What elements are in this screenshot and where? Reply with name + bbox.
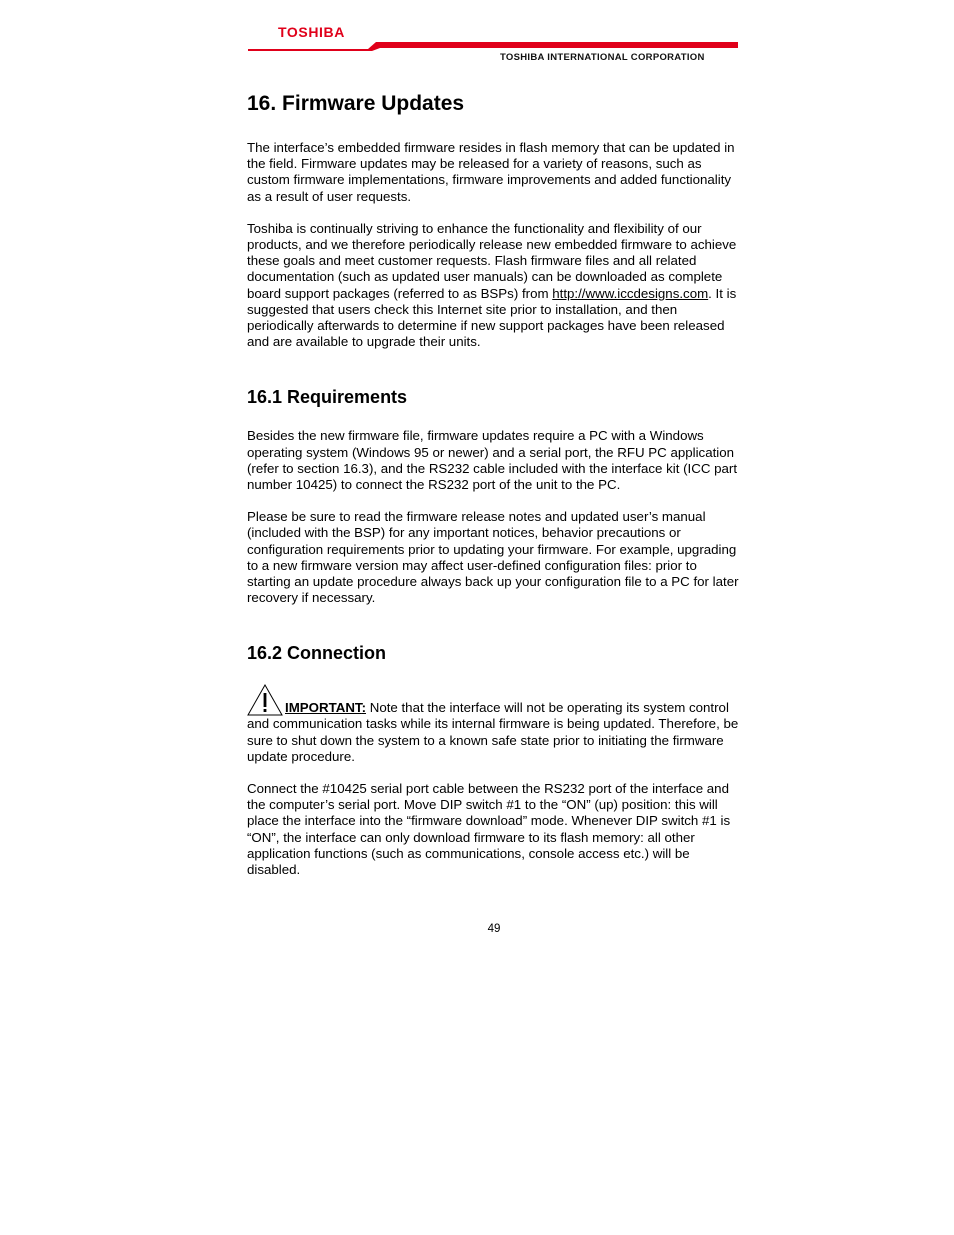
- page-header: [0, 0, 954, 70]
- toshiba-logo: TOSHIBA: [278, 24, 345, 40]
- important-label: IMPORTANT: [285, 700, 362, 716]
- important-colon: :: [361, 700, 367, 716]
- section-16-2-paragraph-2: Connect the #10425 serial port cable between the RS232 port of the interface and the computer’s serial port. Move DIP switch #1 to the “ON” (up) position: this will place the interface into the “firmware download” mode. Whenever DIP switch #1 is “ON”, the interface can only download firmware to its flash memory: all other application functions (such as communications, console access etc.) will be disabled.: [247, 781, 731, 878]
- important-notice: [247, 684, 743, 765]
- section-16-2-title: 16.2 Connection: [247, 643, 387, 664]
- section-16-1-paragraph-1: Besides the new firmware file, firmware updates require a PC with a Windows operating system (Windows 95 or newer) and a serial port, the RFU PC application (refer to section 16.3), and the RS232 cable included with the interface kit (ICC part number 10425) to connect the RS232 port of the unit to the PC.: [247, 428, 738, 493]
- warning-icon: [247, 684, 283, 716]
- section-16-1-title: 16.1 Requirements: [247, 387, 408, 408]
- page-content: [247, 88, 743, 878]
- p2-text-after-link: . It is suggested that users check this Internet site prior to installation, and then periodically afterwards to determine if new support packages have been released and are available to upgrade their units.: [247, 285, 737, 350]
- section-16-1-paragraph-2: Please be sure to read the firmware release notes and updated user’s manual (included with the BSP) for any important notices, behavior precautions or configuration requirements prior to updating your firmware. For example, upgrading to a new firmware version may affect user-defined configuration files: prior to starting an update procedure always back up your configuration file to a PC for later recovery if necessary.: [247, 509, 739, 606]
- section-16-title: 16. Firmware Updates: [247, 92, 465, 115]
- p2-text-before-link: Toshiba is continually striving to enhance the functionality and flexibility of our products, and we therefore periodically release new embedded firmware to achieve these goals and meet customer requests. Flash firmware files and all related documentation (such as updated user manuals) can be downloaded as complete board support packages (referred to as BSPs) from: [247, 220, 737, 301]
- page-number: 49: [487, 923, 501, 935]
- iccdesigns-link[interactable]: http://www.iccdesigns.com: [552, 285, 709, 301]
- header-red-bar: [248, 40, 738, 52]
- section-16-paragraph-1: The interface’s embedded firmware resides in flash memory that can be updated in the field. Firmware updates may be released for a variety of reasons, such as custom firmware implementations, firmware improvements and added functionality as a result of user requests.: [247, 140, 735, 204]
- header-bar-shape: [248, 42, 738, 51]
- important-text: Note that the interface will not be operating its system control and communication tasks while its internal firmware is being updated. Therefore, be sure to shut down the system to a known safe state prior to initiating the firmware update procedure.: [247, 700, 739, 764]
- section-16-paragraph-2: [247, 221, 743, 351]
- corporation-name: TOSHIBA INTERNATIONAL CORPORATION: [500, 52, 705, 63]
